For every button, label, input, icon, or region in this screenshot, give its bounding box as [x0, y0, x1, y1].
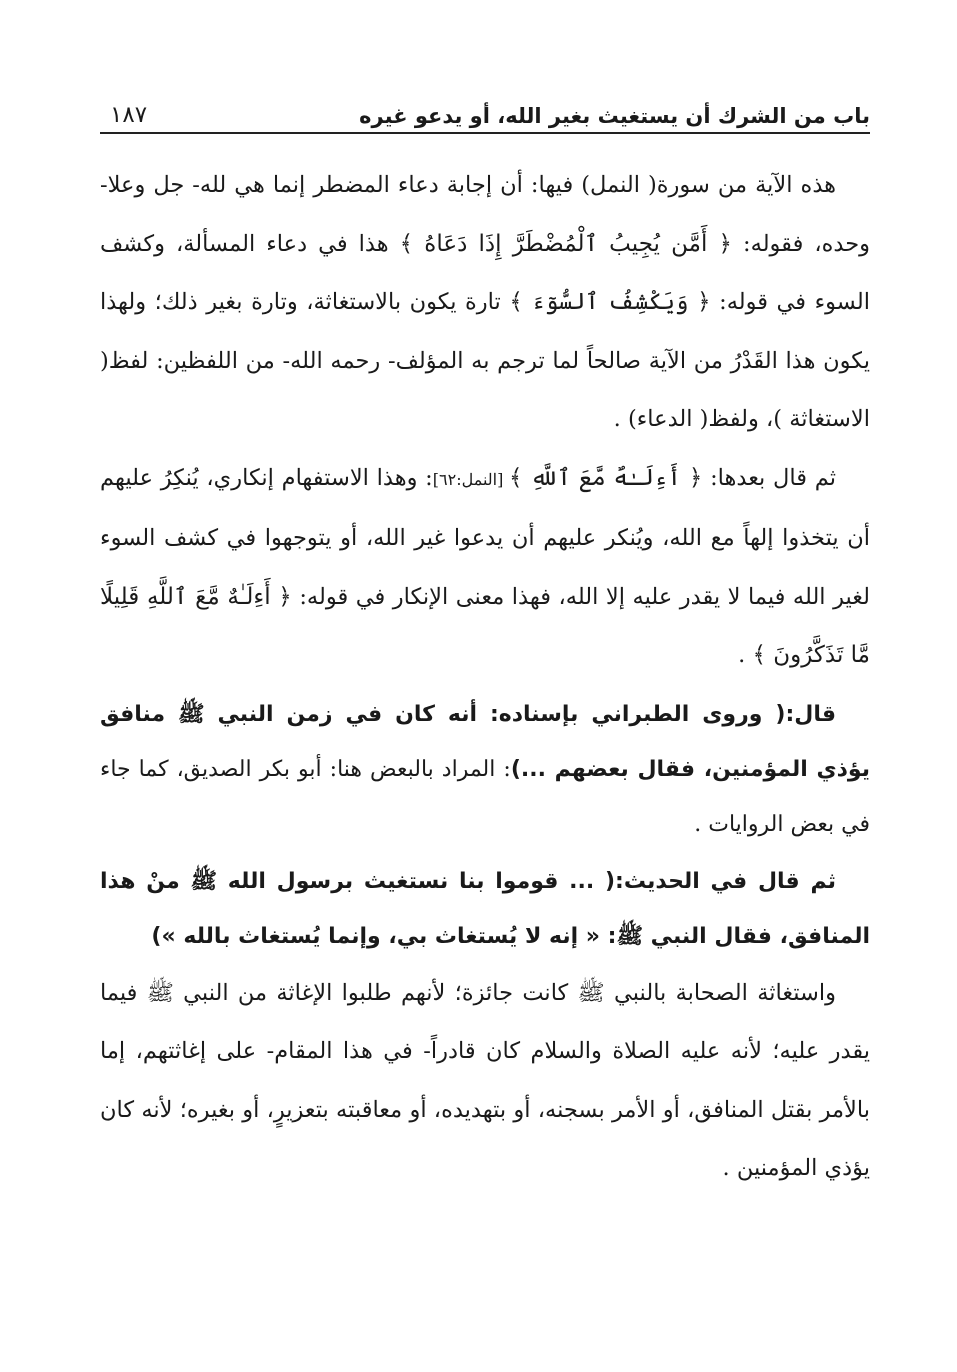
p2-text-a: ثم قال بعدها:	[702, 464, 836, 491]
p1-text-b: هذا في دعاء المسألة، وكشف السوء في قوله:	[100, 230, 870, 315]
paragraph-4	[100, 854, 870, 964]
p3-bold-text: قال:( وروى الطبراني بإسناده: أنه كان في زمن النبي ﷺ منافق يؤذي المؤمنين، فقال بعضهم ...)	[100, 701, 870, 782]
running-header	[100, 88, 870, 134]
paragraph-5	[100, 964, 870, 1198]
p1-text-a: هذه الآية من سورة( النمل) فيها: أن إجابة دعاء المضطر إنما هي لله- جل وعلا- وحده، فقوله:	[100, 172, 870, 257]
p2-text-b: : وهذا الاستفهام إنكاري، يُنكِرُ عليهم أن يتخذوا إلهاً مع الله، ويُنكر عليهم أن يدعوا غير الله، أو يتوجهوا في كشف السوء لغير الله فيما لا يقدر عليه إلا الله، فهذا معنى الإنكار في قوله:	[100, 464, 870, 610]
book-page	[100, 88, 870, 1198]
paragraph-3	[100, 687, 870, 852]
quran-quote-1: ﴿ أَمَّن يُجِيبُ ٱلْمُضْطَرَّ إِذَا دَعَاهُ ﴾	[399, 230, 733, 257]
quran-quote-2: ﴿ وَيَكْشِفُ ٱلسُّوٓءَ ﴾	[509, 289, 711, 315]
p1-text-c: تارة يكون بالاستغاثة، وتارة بغير ذلك؛ ولهذا يكون هذا القَدْرُ من الآية صالحاً لما ترجم به المؤلف- رحمه الله- من اللفظين: لفظ( الاستغاثة )، ولفظ( الدعاء) .	[100, 289, 870, 432]
quran-quote-3: ﴿ أَءِلَـٰهٌ مَّعَ ٱللَّهِ ﴾	[509, 464, 703, 491]
p5-text: واستغاثة الصحابة بالنبي ﷺ كانت جائزة؛ لأنهم طلبوا الإغاثة من النبي ﷺ فيما يقدر عليه؛ لأنه عليه الصلاة والسلام كان قادراً- في هذا المقام- على إغاثتهم، إما بالأمر بقتل المنافق، أو الأمر بسجنه، أو بتهديده، أو معاقبته بتعزيرٍ، أو بغيره؛ لأنه كان يؤذي المؤمنين .	[100, 979, 870, 1181]
p4-bold-text: ثم قال في الحديث:( ... قوموا بنا نستغيث برسول الله ﷺ منْ هذا المنافق، فقال النبي ﷺ: « إنه لا يُستغاث بي، وإنما يُستغاث بالله »)	[100, 868, 870, 949]
paragraph-2	[100, 449, 870, 685]
p2-text-c: .	[738, 642, 753, 668]
page-number: ١٨٧	[110, 102, 148, 128]
surah-reference: [النمل:٦٢]	[432, 469, 510, 489]
chapter-title: باب من الشرك أن يستغيث بغير الله، أو يدعو غيره	[359, 104, 870, 128]
quran-quote-4: ﴿ أَءِلَـٰهٌ مَّعَ ٱللَّهِ قَلِيلًا مَّا تَذَكَّرُونَ ﴾	[100, 583, 870, 668]
paragraph-1	[100, 156, 870, 449]
p3-commentary: : المراد بالبعض هنا: أبو بكر الصديق، كما جاء في بعض الروايات .	[100, 756, 870, 837]
